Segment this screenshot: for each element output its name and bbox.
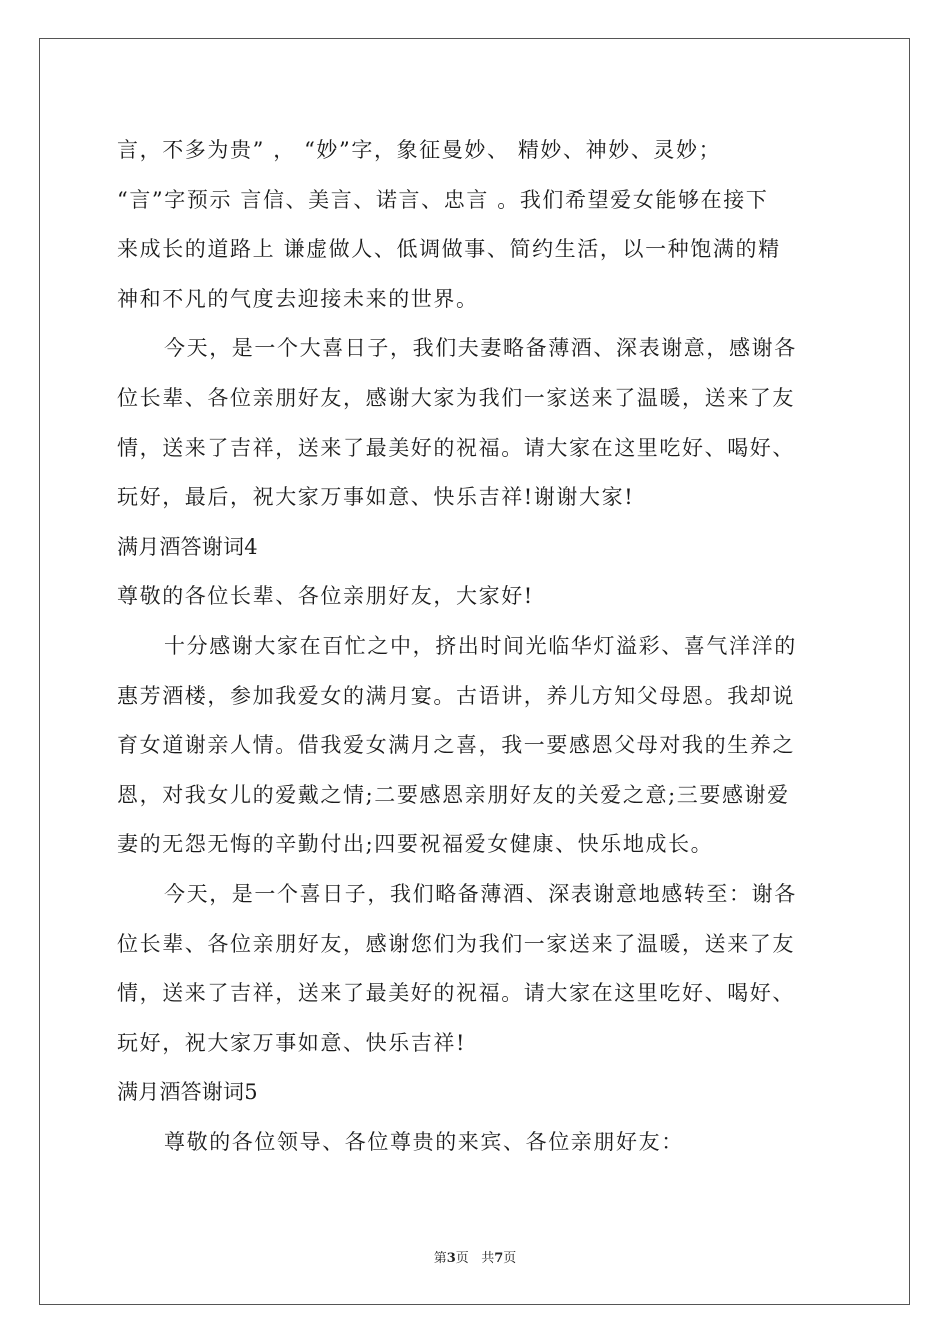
text-line: 尊敬的各位领导、各位尊贵的来宾、各位亲朋好友： <box>164 1129 684 1154</box>
text-line: 惠芳酒楼，参加我爱女的满月宴。古语讲，养儿方知父母恩。我却说 <box>117 683 795 708</box>
footer-prefix: 第 <box>433 1251 447 1266</box>
footer-total-pages: 7 <box>494 1251 504 1266</box>
section-heading: 满月酒答谢词5 <box>117 1080 258 1105</box>
footer-mid: 页 共 <box>455 1251 495 1266</box>
text-line: 尊敬的各位长辈、各位亲朋好友，大家好! <box>117 584 534 609</box>
footer-current-page: 3 <box>446 1251 456 1266</box>
text-line: 来成长的道路上 谦虚做人、低调做事、简约生活，以一种饱满的精 <box>117 237 781 262</box>
section-heading: 满月酒答谢词4 <box>117 534 258 559</box>
text-line: 神和不凡的气度去迎接未来的世界。 <box>117 286 479 311</box>
text-line: 玩好，祝大家万事如意、快乐吉祥! <box>117 1030 467 1055</box>
page-footer <box>0 1247 950 1266</box>
text-line: 十分感谢大家在百忙之中，挤出时间光临华灯溢彩、喜气洋洋的 <box>164 633 797 658</box>
text-line: “言”字预示 言信、美言、诺言、忠言 。我们希望爱女能够在接下 <box>117 187 769 212</box>
text-line: 玩好，最后，祝大家万事如意、快乐吉祥!谢谢大家! <box>117 485 635 510</box>
text-line: 妻的无怨无悔的辛勤付出;四要祝福爱女健康、快乐地成长。 <box>117 832 714 857</box>
text-line: 言，不多为贵” ， “妙”字，象征曼妙、 精妙、神妙、灵妙； <box>117 138 722 162</box>
text-line: 今天，是一个喜日子，我们略备薄酒、深表谢意地感转至：谢各 <box>164 881 797 906</box>
document-body <box>117 126 833 1167</box>
text-line: 今天，是一个大喜日子，我们夫妻略备薄酒、深表谢意，感谢各 <box>164 336 797 361</box>
text-line: 位长辈、各位亲朋好友，感谢您们为我们一家送来了温暖，送来了友 <box>117 931 795 956</box>
text-line: 情，送来了吉祥，送来了最美好的祝福。请大家在这里吃好、喝好、 <box>117 981 795 1006</box>
text-line: 育女道谢亲人情。借我爱女满月之喜，我一要感恩父母对我的生养之 <box>117 733 795 758</box>
text-line: 情，送来了吉祥，送来了最美好的祝福。请大家在这里吃好、喝好、 <box>117 435 795 460</box>
text-line: 位长辈、各位亲朋好友，感谢大家为我们一家送来了温暖，送来了友 <box>117 385 795 410</box>
text-line: 恩，对我女儿的爱戴之情;二要感恩亲朋好友的关爱之意;三要感谢爱 <box>117 782 790 807</box>
footer-suffix: 页 <box>503 1251 517 1266</box>
